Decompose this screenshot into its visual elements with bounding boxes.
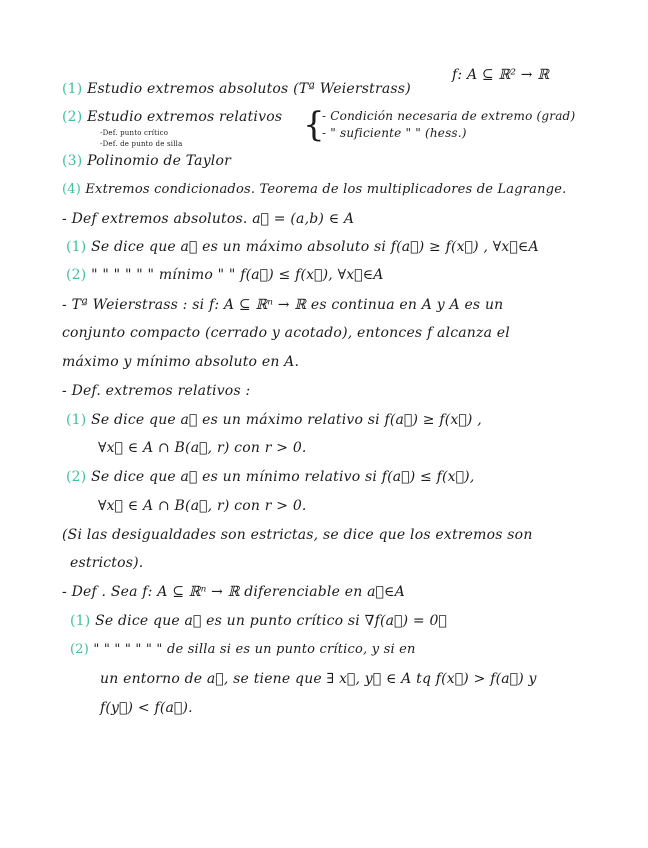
weierstrass-line-2: conjunto compacto (cerrado y acotado), entonces f alcanza el	[62, 325, 510, 341]
item-number: (1)	[66, 239, 87, 255]
item-text: Se dice que a⃗ es un máximo relativo si f(a⃗) ≥ f(x⃗) ,	[91, 412, 482, 428]
index-text: Polinomio de Taylor	[87, 153, 232, 169]
strict-note-line-1: (Si las desigualdades son estrictas, se dice que los extremos son	[62, 527, 533, 543]
def-relative-min	[66, 468, 475, 486]
def-critical-point	[70, 612, 447, 630]
item-number: (2)	[66, 267, 87, 283]
def-saddle-point	[70, 641, 416, 659]
item-text: Se dice que a⃗ es un máximo absoluto si f(a⃗) ≥ f(x⃗) , ∀x⃗∈A	[91, 239, 539, 255]
item-number: (1)	[66, 412, 87, 428]
def-relative-max-cont: ∀x⃗ ∈ A ∩ B(a⃗, r) con r > 0.	[98, 440, 307, 456]
index-sub-saddle-point: -Def. de punto de silla	[100, 140, 183, 148]
item-text: Se dice que a⃗ es un mínimo relativo si f(a⃗) ≤ f(x⃗),	[91, 469, 475, 485]
index-text: Extremos condicionados. Teorema de los multiplicadores de Lagrange.	[85, 182, 567, 197]
index-number: (1)	[62, 81, 83, 97]
def-relative-min-cont: ∀x⃗ ∈ A ∩ B(a⃗, r) con r > 0.	[98, 498, 307, 514]
def-relative-extrema-title: - Def. extremos relativos :	[62, 383, 251, 399]
index-text: Estudio extremos absolutos (Tª Weierstrass)	[87, 81, 411, 97]
index-number: (3)	[62, 153, 83, 169]
index-number: (4)	[62, 182, 82, 197]
index-item-3	[62, 152, 231, 170]
weierstrass-line-1: - Tª Weierstrass : si f: A ⊆ ℝⁿ → ℝ es continua en A y A es un	[62, 297, 504, 313]
item-number: (2)	[70, 642, 90, 657]
item-text: Se dice que a⃗ es un punto crítico si ∇f(a⃗) = 0⃗	[95, 613, 447, 629]
index-number: (2)	[62, 109, 83, 125]
function-domain-note: f: A ⊆ ℝ² → ℝ	[452, 67, 550, 83]
item-text: " " " " " " mínimo " " f(a⃗) ≤ f(x⃗), ∀x⃗∈A	[91, 267, 384, 283]
def-absolute-max	[66, 238, 539, 256]
item-number: (2)	[66, 469, 87, 485]
index-item-4	[62, 181, 566, 199]
necessary-condition: - Condición necesaria de extremo (grad)	[322, 109, 576, 123]
strict-note-line-2: estrictos).	[70, 555, 144, 571]
item-text: " " " " " " " de silla si es un punto crítico, y si en	[93, 642, 416, 657]
def-saddle-point-cont-1: un entorno de a⃗, se tiene que ∃ x⃗, y⃗ ∈ A tq f(x⃗) > f(a⃗) y	[100, 671, 537, 687]
def-critical-title: - Def . Sea f: A ⊆ ℝⁿ → ℝ diferenciable en a⃗∈A	[62, 584, 405, 600]
def-saddle-point-cont-2: f(y⃗) < f(a⃗).	[100, 700, 193, 716]
def-relative-max	[66, 411, 482, 429]
index-text: Estudio extremos relativos	[87, 109, 283, 125]
curly-brace: {	[303, 105, 325, 145]
def-absolute-extrema-title: - Def extremos absolutos. a⃗ = (a,b) ∈ A	[62, 211, 355, 227]
weierstrass-line-3: máximo y mínimo absoluto en A.	[62, 354, 300, 370]
index-item-2	[62, 108, 282, 126]
index-item-1	[62, 80, 411, 98]
item-number: (1)	[70, 613, 91, 629]
def-absolute-min	[66, 266, 384, 284]
index-sub-critical-point: -Def. punto crítico	[100, 129, 169, 137]
sufficient-condition: - " suficiente " " (hess.)	[322, 126, 467, 140]
